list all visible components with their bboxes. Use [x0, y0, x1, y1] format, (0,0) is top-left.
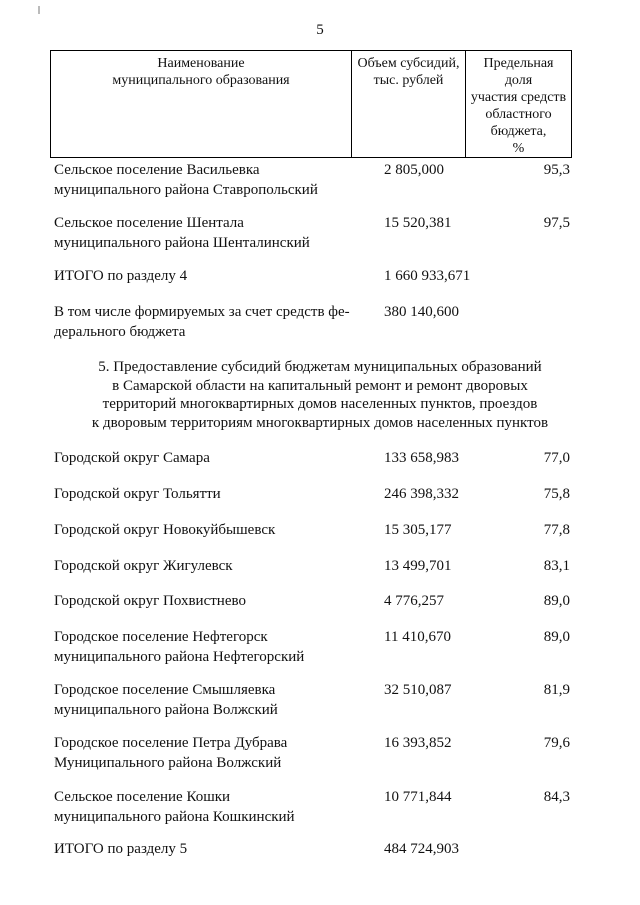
row-name-line: муниципального района Нефтегорский [54, 649, 305, 665]
row-name [54, 160, 354, 200]
row-name-line: Городское поселение Петра Дубрава [54, 735, 288, 751]
header-text: бюджета, [490, 124, 547, 139]
header-text: Наименование [157, 56, 245, 71]
row-share: 77,0 [543, 450, 570, 466]
row-name [54, 266, 354, 286]
row-name [54, 448, 354, 468]
row-name [54, 787, 354, 827]
row-name-line: дерального бюджета [54, 324, 186, 340]
row-name [54, 484, 354, 504]
header-text: % [512, 141, 525, 156]
row-name-line: Муниципального района Волжский [54, 755, 282, 771]
row-name-line: Городской округ Новокуйбышевск [54, 522, 276, 538]
row-amount: 16 393,852 [384, 735, 452, 751]
row-name-line: Сельское поселение Васильевка [54, 162, 260, 178]
row-amount: 1 660 933,671 [384, 268, 471, 284]
row-share: 75,8 [543, 486, 570, 502]
row-name-line: ИТОГО по разделу 5 [54, 841, 188, 857]
header-text: Объем субсидий, [357, 56, 460, 71]
row-share: 89,0 [543, 629, 570, 645]
page-number: 5 [316, 22, 324, 38]
row-amount: 2 805,000 [384, 162, 444, 178]
header-col-share [465, 51, 571, 157]
row-name [54, 839, 354, 859]
row-share: 83,1 [543, 558, 570, 574]
row-name [54, 302, 354, 342]
row-amount: 484 724,903 [384, 841, 459, 857]
row-name-line: Городской округ Самара [54, 450, 210, 466]
row-amount: 133 658,983 [384, 450, 459, 466]
row-amount: 246 398,332 [384, 486, 459, 502]
row-name-line: В том числе формируемых за счет средств фе- [54, 304, 350, 320]
scan-mark [38, 6, 40, 14]
row-name-line: ИТОГО по разделу 4 [54, 268, 188, 284]
row-amount: 32 510,087 [384, 682, 452, 698]
row-amount: 10 771,844 [384, 789, 452, 805]
header-text: доля [504, 73, 533, 88]
header-text: муниципального образования [112, 73, 290, 88]
row-share: 95,3 [543, 162, 570, 178]
section-title-line: к дворовым территориям многоквартирных домов населенных пунктов [91, 414, 549, 431]
section-title-line: 5. Предоставление субсидий бюджетам муниципальных образований [98, 359, 542, 375]
row-name [54, 627, 354, 667]
header-text: Предельная [483, 56, 554, 71]
row-name [54, 680, 354, 720]
row-amount: 11 410,670 [384, 629, 451, 645]
row-amount: 13 499,701 [384, 558, 452, 574]
table-header [50, 50, 572, 158]
row-name-line: муниципального района Кошкинский [54, 809, 295, 825]
row-share: 89,0 [543, 593, 570, 609]
row-name-line: Сельское поселение Шентала [54, 215, 244, 231]
row-amount: 15 520,381 [384, 215, 452, 231]
row-share: 79,6 [543, 735, 570, 751]
row-share: 81,9 [543, 682, 570, 698]
section-title-line: в Самарской области на капитальный ремонт и ремонт дворовых [112, 377, 528, 394]
row-name [54, 591, 354, 611]
row-name-line: Городское поселение Нефтегорск [54, 629, 268, 645]
section-5-title [40, 358, 600, 432]
section-title-line: территорий многоквартирных домов населенных пунктов, проездов [102, 396, 538, 412]
row-amount: 4 776,257 [384, 593, 444, 609]
row-name-line: муниципального района Волжский [54, 702, 278, 718]
header-col-name [51, 51, 351, 157]
header-text: областного [485, 107, 552, 122]
row-name-line: Городской округ Похвистнево [54, 593, 246, 609]
row-amount: 15 305,177 [384, 522, 452, 538]
row-name-line: Городской округ Жигулевск [54, 558, 233, 574]
header-text: тыс. рублей [373, 73, 444, 88]
row-name-line: муниципального района Ставропольский [54, 182, 318, 198]
row-name-line: Городское поселение Смышляевка [54, 682, 276, 698]
row-name [54, 556, 354, 576]
row-name-line: Городской округ Тольятти [54, 486, 221, 502]
row-name [54, 520, 354, 540]
header-col-amount [351, 51, 465, 157]
header-text: участия средств [470, 90, 567, 105]
row-name-line: Сельское поселение Кошки [54, 789, 231, 805]
row-share: 97,5 [543, 215, 570, 231]
row-amount: 380 140,600 [384, 304, 459, 320]
row-name-line: муниципального района Шенталинский [54, 235, 310, 251]
row-name [54, 213, 354, 253]
row-share: 84,3 [543, 789, 570, 805]
row-name [54, 733, 354, 773]
row-share: 77,8 [543, 522, 570, 538]
